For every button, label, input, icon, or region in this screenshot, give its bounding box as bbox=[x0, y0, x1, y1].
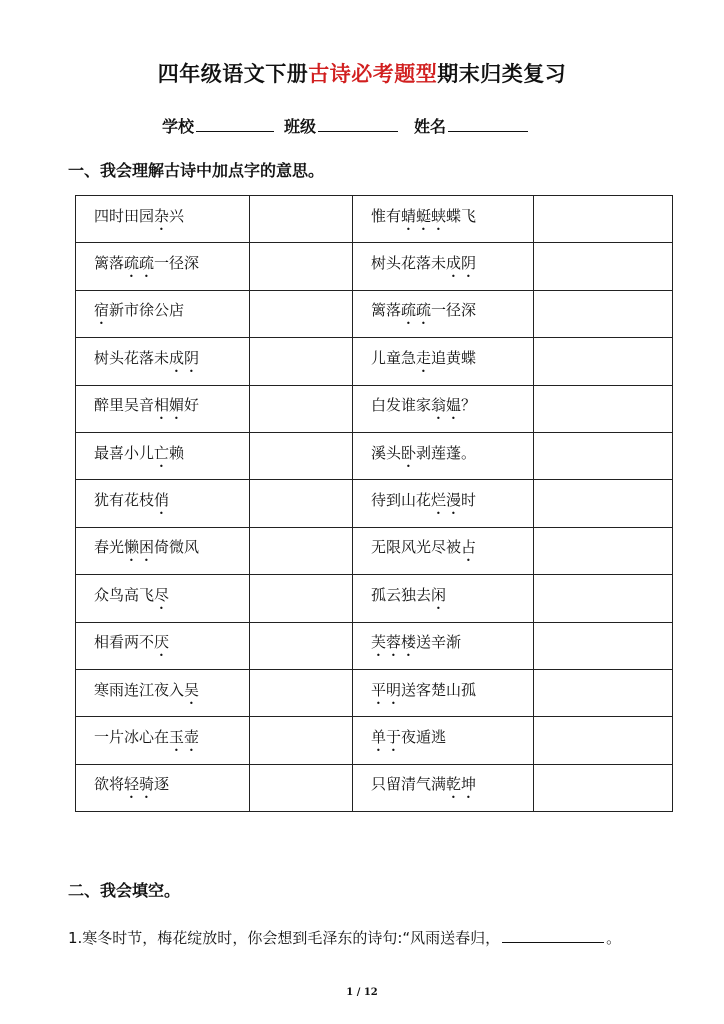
poem-line-cell bbox=[76, 432, 250, 479]
answer-cell[interactable] bbox=[534, 527, 673, 574]
poem-line-cell bbox=[76, 243, 250, 290]
answer-cell[interactable] bbox=[534, 764, 673, 811]
poem-text: 孤云独去 bbox=[371, 585, 432, 604]
dotted-characters: 玉壶 bbox=[169, 727, 200, 746]
poem-line-cell bbox=[76, 527, 250, 574]
dotted-characters: 占 bbox=[461, 538, 477, 557]
answer-cell[interactable] bbox=[534, 480, 673, 527]
poem-text: 蝶飞 bbox=[446, 206, 477, 225]
poem-text: 赖 bbox=[169, 443, 185, 462]
poem-line-cell bbox=[76, 575, 250, 622]
school-label: 学校 bbox=[162, 117, 195, 136]
answer-cell[interactable] bbox=[250, 196, 353, 243]
poem-line-cell bbox=[353, 196, 534, 243]
dotted-characters: 烂漫 bbox=[431, 491, 462, 510]
poem-text: 时 bbox=[461, 491, 477, 510]
poem-text: 篱落 bbox=[94, 254, 125, 273]
poem-line-cell bbox=[353, 527, 534, 574]
poem-text: 惟有 bbox=[371, 206, 402, 225]
answer-cell[interactable] bbox=[250, 385, 353, 432]
table-row bbox=[76, 527, 673, 574]
poem-text: 逐 bbox=[154, 775, 170, 794]
poem-line-cell bbox=[76, 669, 250, 716]
table-row bbox=[76, 290, 673, 337]
poem-text: 白发谁家 bbox=[371, 396, 432, 415]
poem-text: 夜遁逃 bbox=[401, 727, 447, 746]
table-row bbox=[76, 717, 673, 764]
dotted-characters: 吴 bbox=[184, 680, 200, 699]
poem-text: 送客楚山孤 bbox=[401, 680, 477, 699]
poem-text: ？ bbox=[461, 396, 477, 415]
answer-cell[interactable] bbox=[534, 243, 673, 290]
dotted-characters: 单于 bbox=[371, 727, 402, 746]
poem-text: 寒雨连江夜入 bbox=[94, 680, 185, 699]
dotted-characters: 平明 bbox=[371, 680, 402, 699]
table-row bbox=[76, 575, 673, 622]
table-row bbox=[76, 480, 673, 527]
answer-cell[interactable] bbox=[534, 717, 673, 764]
section-1-heading: 一、我会理解古诗中加点字的意思。 bbox=[68, 161, 325, 180]
poem-text: 树头花落未 bbox=[371, 254, 447, 273]
question-1-text: 1.寒冬时节，梅花绽放时，你会想到毛泽东的诗句:“风雨送春归， bbox=[68, 929, 501, 947]
dotted-characters: 翁媪 bbox=[431, 396, 462, 415]
poem-line-cell bbox=[353, 480, 534, 527]
answer-cell[interactable] bbox=[250, 480, 353, 527]
dotted-characters: 轻骑 bbox=[124, 775, 155, 794]
answer-cell[interactable] bbox=[534, 669, 673, 716]
class-label: 班级 bbox=[284, 117, 317, 136]
poem-line-cell bbox=[76, 338, 250, 385]
poem-text: 好 bbox=[184, 396, 200, 415]
dotted-characters: 成阴 bbox=[446, 254, 477, 273]
name-blank[interactable] bbox=[448, 115, 528, 132]
poem-text: 只留清气满 bbox=[371, 775, 447, 794]
dotted-characters: 闲 bbox=[431, 585, 447, 604]
dotted-characters: 卧 bbox=[401, 443, 417, 462]
poem-text: 儿童急 bbox=[371, 348, 417, 367]
poem-text: 欲将 bbox=[94, 775, 125, 794]
answer-cell[interactable] bbox=[250, 764, 353, 811]
answer-cell[interactable] bbox=[250, 575, 353, 622]
dotted-characters: 杂 bbox=[154, 206, 170, 225]
poem-line-cell bbox=[353, 669, 534, 716]
poem-text: 一径深 bbox=[431, 301, 477, 320]
poem-text: 树头花落未 bbox=[94, 348, 170, 367]
class-blank[interactable] bbox=[318, 115, 398, 132]
answer-blank[interactable] bbox=[502, 928, 604, 943]
poem-line-cell bbox=[353, 243, 534, 290]
poem-line-cell bbox=[76, 196, 250, 243]
poem-text: 众鸟高飞 bbox=[94, 585, 155, 604]
poem-line-cell bbox=[353, 432, 534, 479]
poem-text: 相看两不 bbox=[94, 633, 155, 652]
question-1 bbox=[68, 927, 621, 948]
poem-text: 四时田园 bbox=[94, 206, 155, 225]
dotted-characters: 亡 bbox=[154, 443, 170, 462]
poem-line-cell bbox=[76, 622, 250, 669]
poem-text: 一片冰心在 bbox=[94, 727, 170, 746]
title-highlight: 古诗必考题型 bbox=[308, 62, 438, 86]
dotted-characters: 尽 bbox=[154, 585, 170, 604]
answer-cell[interactable] bbox=[250, 527, 353, 574]
poem-text: 无限风光尽被 bbox=[371, 538, 462, 557]
answer-cell[interactable] bbox=[534, 290, 673, 337]
poem-text: 追黄蝶 bbox=[431, 348, 477, 367]
table-row bbox=[76, 432, 673, 479]
answer-cell[interactable] bbox=[534, 338, 673, 385]
dotted-characters: 成阴 bbox=[169, 348, 200, 367]
title-part-1: 四年级语文下册 bbox=[157, 62, 309, 86]
poem-line-cell bbox=[353, 764, 534, 811]
answer-cell[interactable] bbox=[250, 243, 353, 290]
dotted-characters: 俏 bbox=[154, 491, 170, 510]
poem-text: 最喜小儿 bbox=[94, 443, 155, 462]
table-row bbox=[76, 338, 673, 385]
dotted-characters: 蜻蜓蛱 bbox=[401, 206, 447, 225]
page-title bbox=[0, 58, 724, 88]
dotted-characters: 厌 bbox=[154, 633, 170, 652]
poem-text: 篱落 bbox=[371, 301, 402, 320]
page-number: 1 / 12 bbox=[346, 987, 378, 998]
poem-line-cell bbox=[353, 575, 534, 622]
poem-text: 剥莲蓬。 bbox=[416, 443, 477, 462]
poem-line-cell bbox=[76, 385, 250, 432]
answer-cell[interactable] bbox=[534, 575, 673, 622]
poem-text: 送辛渐 bbox=[416, 633, 462, 652]
poem-text: 春光 bbox=[94, 538, 125, 557]
question-1-end: 。 bbox=[606, 929, 622, 947]
table-row bbox=[76, 243, 673, 290]
answer-cell[interactable] bbox=[534, 385, 673, 432]
poem-line-cell bbox=[76, 764, 250, 811]
dotted-characters: 芙蓉楼 bbox=[371, 633, 417, 652]
poem-text: 新市徐公店 bbox=[109, 301, 185, 320]
dotted-characters: 疏疏 bbox=[401, 301, 432, 320]
dotted-characters: 宿 bbox=[94, 301, 110, 320]
answer-cell[interactable] bbox=[250, 290, 353, 337]
poem-line-cell bbox=[353, 338, 534, 385]
poem-line-cell bbox=[353, 385, 534, 432]
table-row bbox=[76, 196, 673, 243]
poem-line-cell bbox=[76, 717, 250, 764]
dotted-characters: 乾坤 bbox=[446, 775, 477, 794]
answer-cell[interactable] bbox=[534, 622, 673, 669]
title-part-3: 期末归类复习 bbox=[437, 62, 567, 86]
poem-text: 犹有花枝 bbox=[94, 491, 155, 510]
dotted-characters: 走 bbox=[416, 348, 432, 367]
poem-text: 倚微风 bbox=[154, 538, 200, 557]
poem-text: 溪头 bbox=[371, 443, 402, 462]
answer-cell[interactable] bbox=[250, 432, 353, 479]
student-info bbox=[162, 114, 534, 137]
answer-cell[interactable] bbox=[534, 196, 673, 243]
poem-line-cell bbox=[353, 717, 534, 764]
answer-cell[interactable] bbox=[250, 622, 353, 669]
section-2-heading: 二、我会填空。 bbox=[68, 881, 181, 900]
dotted-characters: 相媚 bbox=[154, 396, 185, 415]
dotted-characters: 疏疏 bbox=[124, 254, 155, 273]
answer-cell[interactable] bbox=[534, 432, 673, 479]
answer-cell[interactable] bbox=[250, 669, 353, 716]
poem-table bbox=[75, 195, 673, 812]
table-row bbox=[76, 385, 673, 432]
poem-text: 一径深 bbox=[154, 254, 200, 273]
answer-cell[interactable] bbox=[250, 338, 353, 385]
poem-text: 待到山花 bbox=[371, 491, 432, 510]
table-row bbox=[76, 622, 673, 669]
answer-cell[interactable] bbox=[250, 717, 353, 764]
poem-line-cell bbox=[76, 290, 250, 337]
school-blank[interactable] bbox=[196, 115, 274, 132]
poem-line-cell bbox=[353, 622, 534, 669]
poem-line-cell bbox=[76, 480, 250, 527]
poem-text: 兴 bbox=[169, 206, 185, 225]
table-row bbox=[76, 764, 673, 811]
poem-line-cell bbox=[353, 290, 534, 337]
table-row bbox=[76, 669, 673, 716]
dotted-characters: 懒困 bbox=[124, 538, 155, 557]
name-label: 姓名 bbox=[414, 117, 447, 136]
poem-text: 醉里吴音 bbox=[94, 396, 155, 415]
